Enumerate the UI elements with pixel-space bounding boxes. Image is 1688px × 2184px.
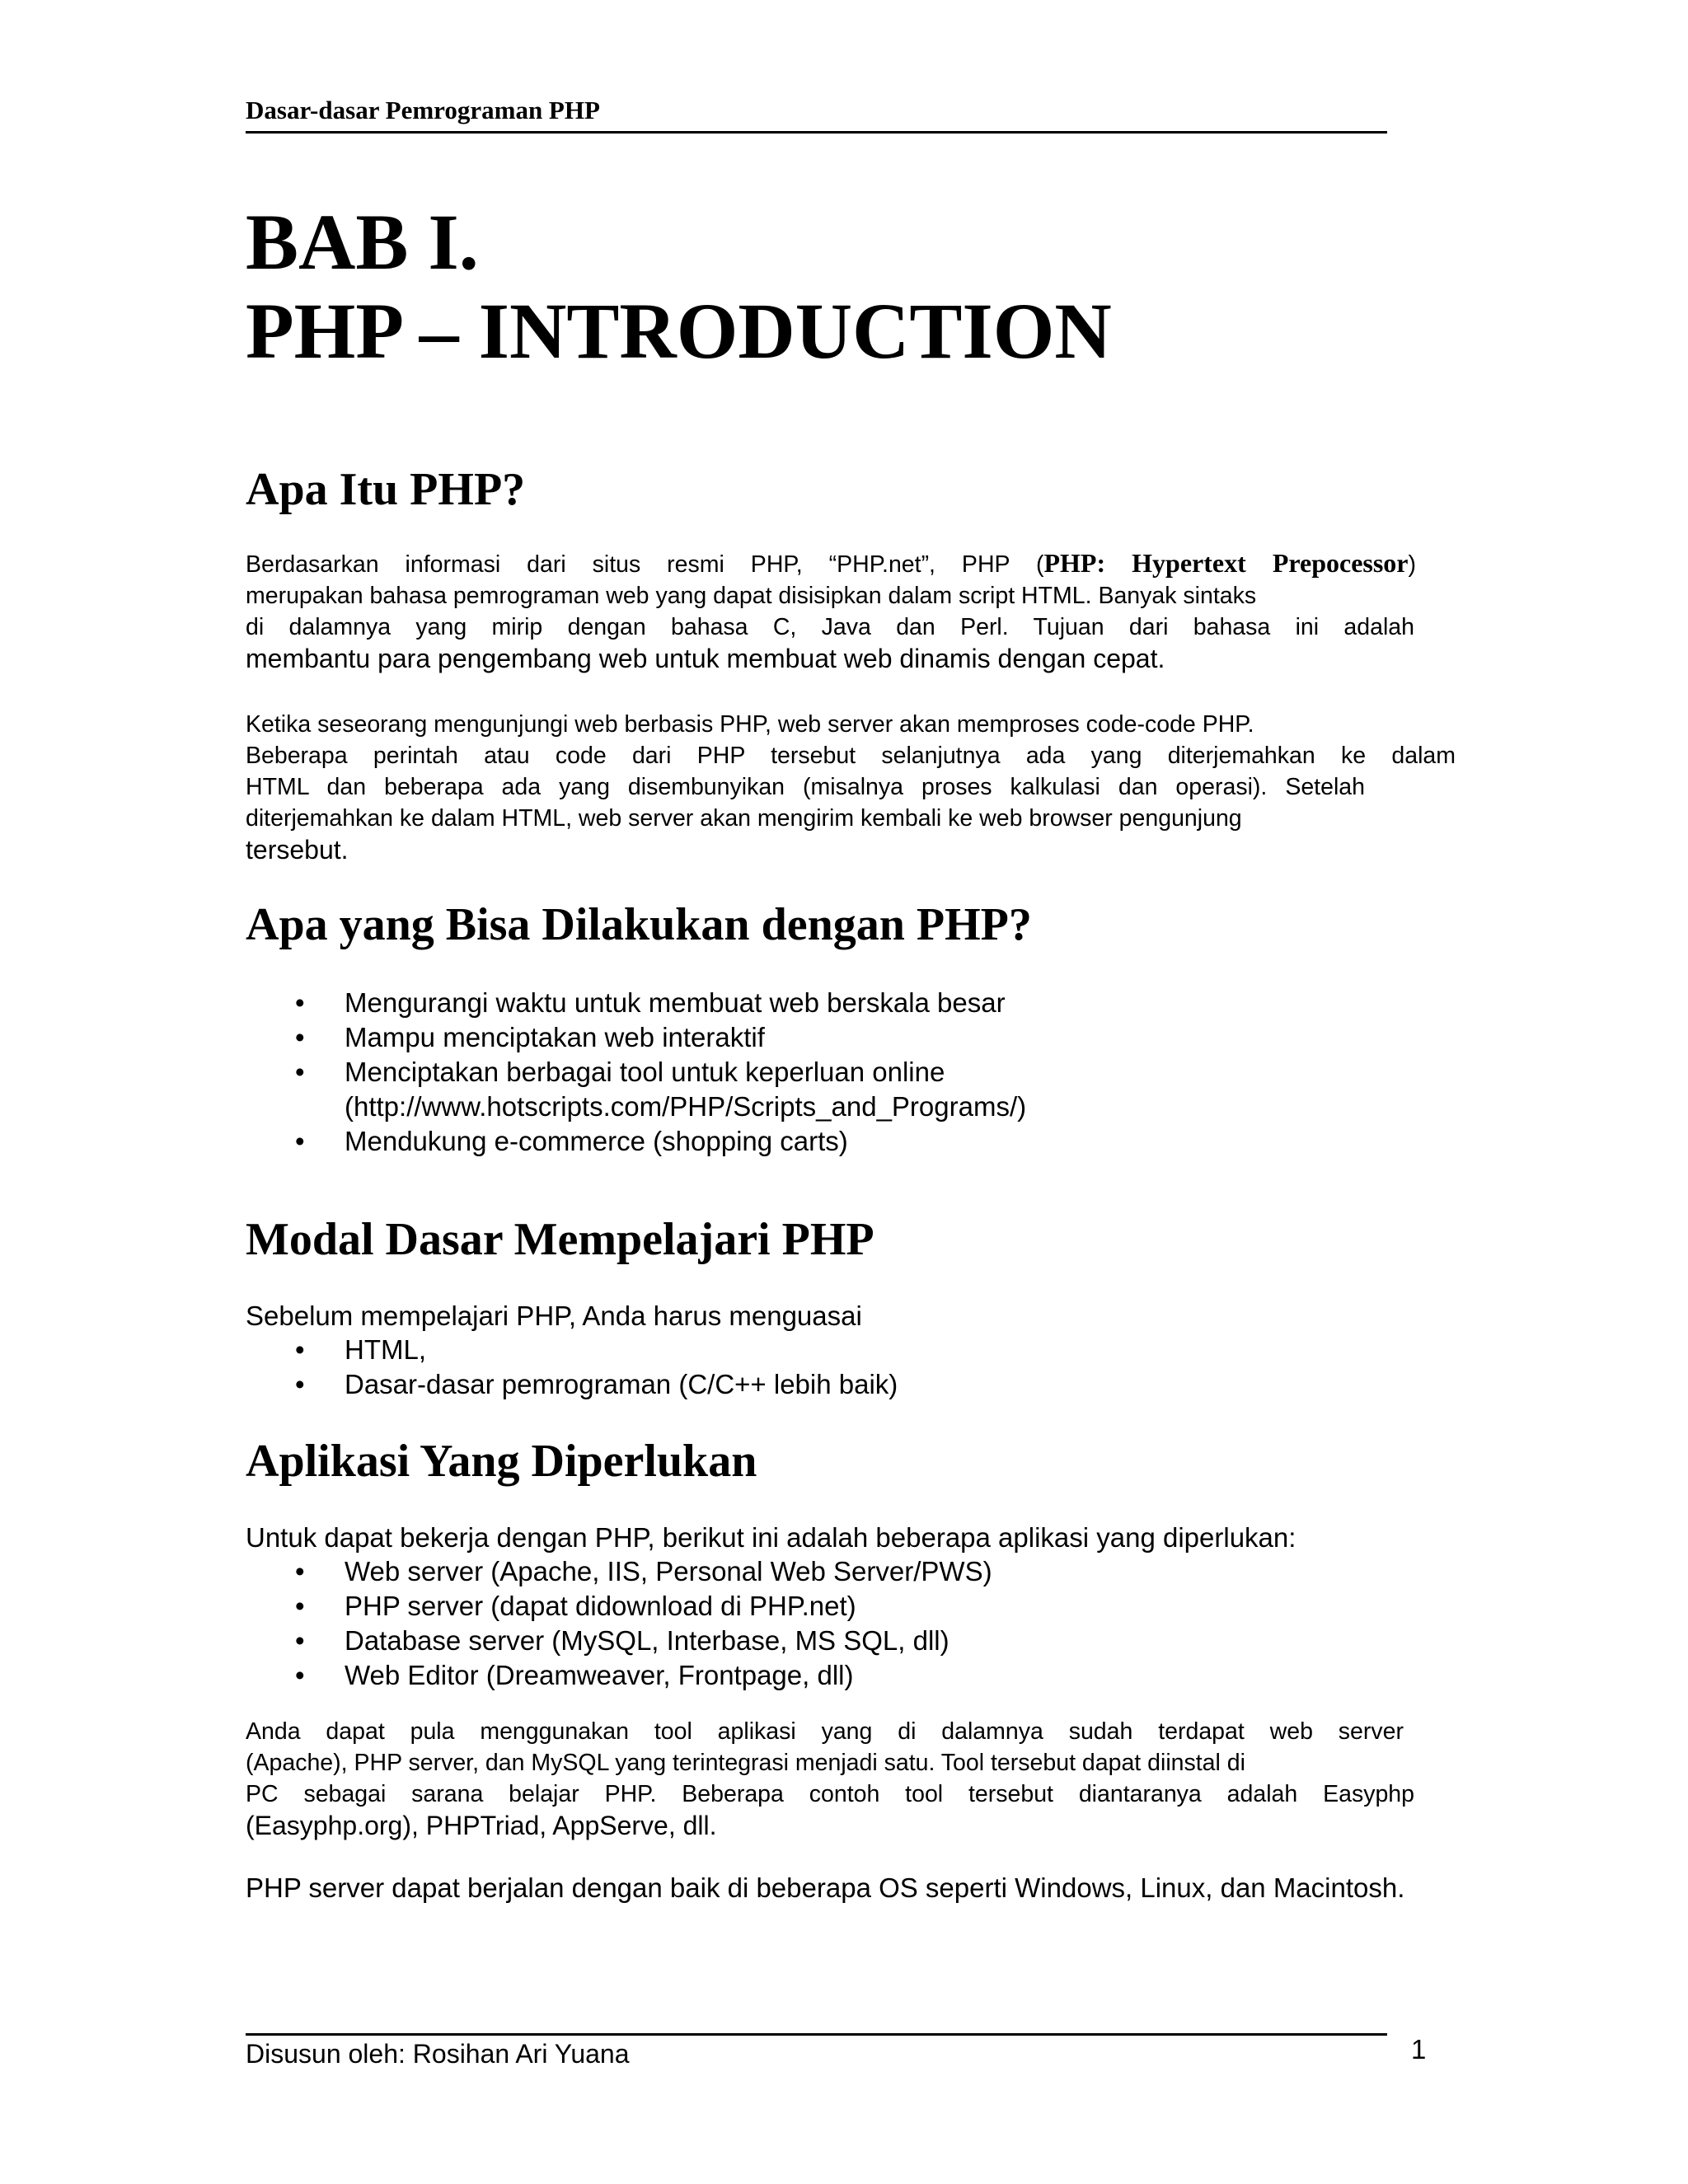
list-item bbox=[246, 1658, 992, 1693]
paragraph-intro bbox=[246, 547, 1457, 674]
required-apps-intro: Untuk dapat bekerja dengan PHP, berikut ini adalah beberapa aplikasi yang diperlukan: bbox=[246, 1522, 1296, 1553]
paragraph-line: HTML dan beberapa ada yang disembunyikan (misalnya proses kalkulasi dan operasi). Setelah bbox=[246, 774, 1365, 800]
text-run: ) bbox=[1408, 551, 1417, 578]
footer-rule bbox=[246, 2033, 1387, 2036]
section-heading-what-php-can-do: Apa yang Bisa Dilakukan dengan PHP? bbox=[246, 899, 1032, 950]
list-item bbox=[246, 986, 1026, 1020]
list-item-text: Mampu menciptakan web interaktif bbox=[345, 1022, 765, 1052]
php-acronym-expansion: PHP: Hypertext Prepocessor bbox=[1043, 548, 1409, 578]
bullet-icon: • bbox=[295, 1126, 305, 1156]
section-heading-prerequisites: Modal Dasar Mempelajari PHP bbox=[246, 1214, 874, 1265]
list-item bbox=[246, 1020, 1026, 1055]
list-item bbox=[246, 1055, 1026, 1124]
bullet-icon: • bbox=[295, 1057, 305, 1087]
paragraph-line: di dalamnya yang mirip dengan bahasa C, Java dan Perl. Tujuan dari bahasa ini adalah bbox=[246, 614, 1414, 640]
paragraph-line: diterjemahkan ke dalam HTML, web server akan mengirim kembali ke web browser pengunjung bbox=[246, 805, 1242, 832]
paragraph-line: (Apache), PHP server, dan MySQL yang terintegrasi menjadi satu. Tool tersebut dapat diinstal di bbox=[246, 1750, 1245, 1776]
paragraph-line: membantu para pengembang web untuk membuat web dinamis dengan cepat. bbox=[246, 644, 1165, 673]
list-item-text: PHP server (dapat didownload di PHP.net) bbox=[345, 1591, 856, 1621]
paragraph-bundled-tools bbox=[246, 1716, 1457, 1841]
page-number: 1 bbox=[1411, 2034, 1427, 2064]
paragraph-line: PC sebagai sarana belajar PHP. Beberapa contoh tool tersebut diantaranya adalah Easyphp bbox=[246, 1781, 1414, 1807]
running-header: Dasar-dasar Pemrograman PHP bbox=[246, 96, 600, 124]
section-heading-required-apps: Aplikasi Yang Diperlukan bbox=[246, 1436, 757, 1487]
list-item-text: Mendukung e-commerce (shopping carts) bbox=[345, 1126, 848, 1156]
bullet-icon: • bbox=[295, 1369, 305, 1399]
list-item bbox=[246, 1333, 898, 1367]
footer-author: Disusun oleh: Rosihan Ari Yuana bbox=[246, 2039, 630, 2069]
paragraph-line bbox=[246, 547, 1416, 580]
list-item-text: Mengurangi waktu untuk membuat web berskala besar bbox=[345, 987, 1006, 1018]
text-run: Berdasarkan informasi dari situs resmi PHP, “PHP.net”, PHP ( bbox=[246, 551, 1044, 578]
list-item-text: HTML, bbox=[345, 1334, 426, 1365]
prerequisites-intro: Sebelum mempelajari PHP, Anda harus menguasai bbox=[246, 1301, 862, 1331]
list-item-text: Web server (Apache, IIS, Personal Web Server/PWS) bbox=[345, 1556, 992, 1586]
hotscripts-url: (http://www.hotscripts.com/PHP/Scripts_and_Programs/) bbox=[345, 1091, 1027, 1122]
bullet-icon: • bbox=[295, 1556, 305, 1586]
list-item-text: Database server (MySQL, Interbase, MS SQL, dll) bbox=[345, 1625, 950, 1656]
paragraph-line: merupakan bahasa pemrograman web yang dapat disisipkan dalam script HTML. Banyak sintaks bbox=[246, 583, 1257, 609]
prerequisites-list bbox=[246, 1333, 898, 1402]
list-item bbox=[246, 1367, 898, 1402]
chapter-title bbox=[246, 198, 1112, 376]
capabilities-list bbox=[246, 986, 1026, 1159]
paragraph-line: Anda dapat pula menggunakan tool aplikasi yang di dalamnya sudah terdapat web server bbox=[246, 1718, 1404, 1745]
bullet-icon: • bbox=[295, 1591, 305, 1621]
list-item bbox=[246, 1589, 992, 1624]
list-item-text: Dasar-dasar pemrograman (C/C++ lebih baik) bbox=[345, 1369, 898, 1399]
paragraph-how-php-works bbox=[246, 709, 1457, 865]
list-item bbox=[246, 1124, 1026, 1159]
header-rule bbox=[246, 131, 1387, 134]
chapter-number: BAB I. bbox=[246, 198, 479, 286]
required-apps-list bbox=[246, 1554, 992, 1693]
section-heading-apa-itu-php: Apa Itu PHP? bbox=[246, 464, 526, 515]
bullet-icon: • bbox=[295, 1022, 305, 1052]
list-item bbox=[246, 1624, 992, 1658]
list-item-text: Web Editor (Dreamweaver, Frontpage, dll) bbox=[345, 1660, 854, 1690]
paragraph-line: Beberapa perintah atau code dari PHP tersebut selanjutnya ada yang diterjemahkan ke dalam bbox=[246, 743, 1456, 769]
paragraph-line: (Easyphp.org), PHPTriad, AppServe, dll. bbox=[246, 1811, 717, 1840]
paragraph-os-support: PHP server dapat berjalan dengan baik di beberapa OS seperti Windows, Linux, dan Macintosh. bbox=[246, 1872, 1405, 1903]
paragraph-line: tersebut. bbox=[246, 835, 349, 865]
bullet-icon: • bbox=[295, 987, 305, 1018]
bullet-icon: • bbox=[295, 1625, 305, 1656]
bullet-icon: • bbox=[295, 1660, 305, 1690]
bullet-icon: • bbox=[295, 1334, 305, 1365]
paragraph-line: Ketika seseorang mengunjungi web berbasis PHP, web server akan memproses code-code PHP. bbox=[246, 711, 1254, 738]
list-item bbox=[246, 1554, 992, 1589]
list-item-text: Menciptakan berbagai tool untuk keperluan online bbox=[345, 1057, 945, 1087]
chapter-name: PHP – INTRODUCTION bbox=[246, 287, 1112, 375]
